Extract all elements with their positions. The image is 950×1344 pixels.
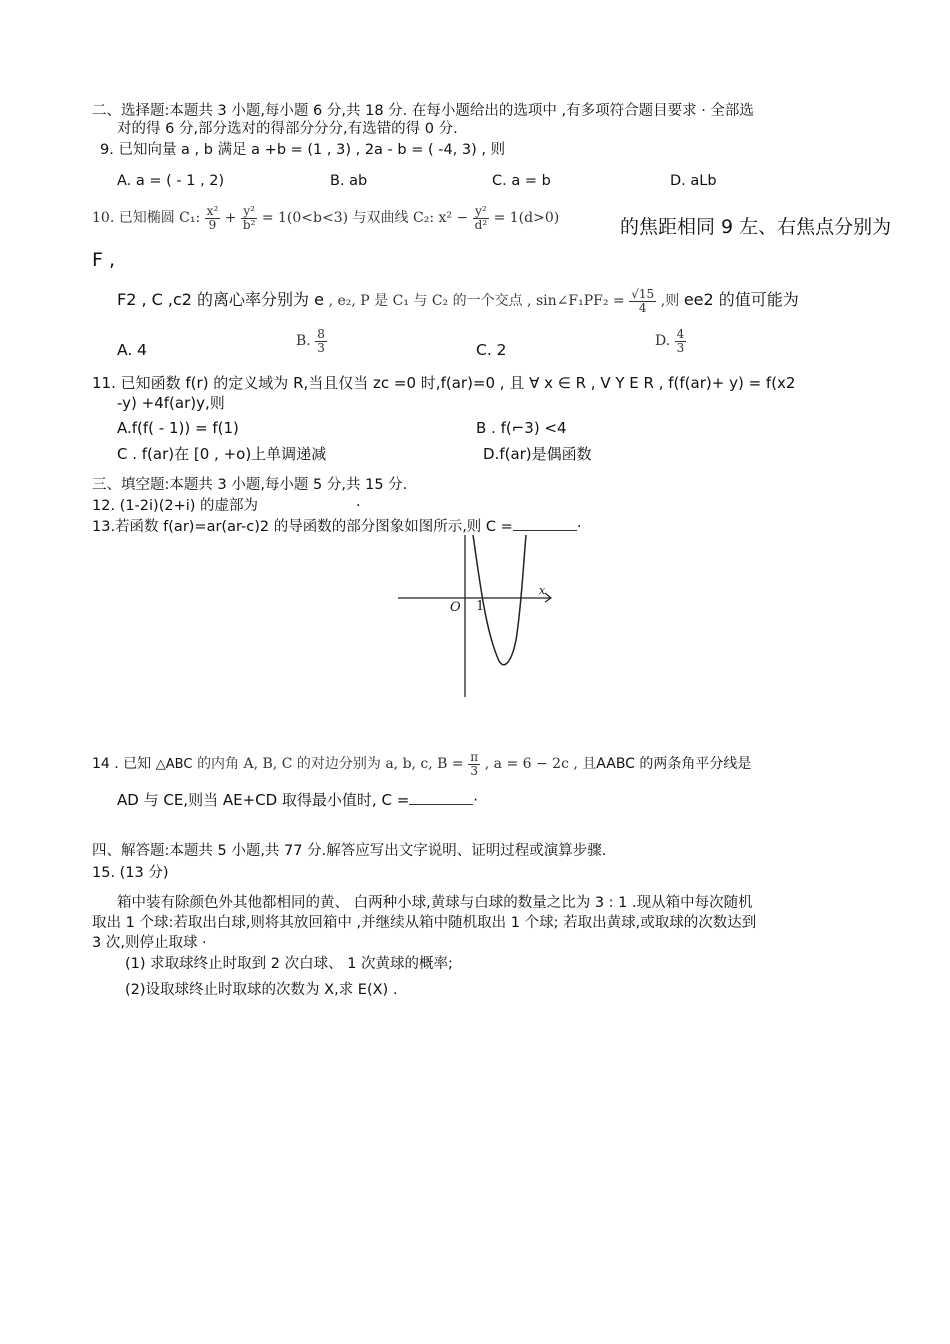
q15-paragraph-line2: 取出 1 个球:若取出白球,则将其放回箱中 ,并继续从箱中随机取出 1 个球; 若取出黄球,或取球的次数达到	[92, 915, 757, 931]
q11-line2: -y) +4f(ar)y,则	[117, 394, 225, 412]
q11-line1: 11. 已知函数 f(r) 的定义域为 R,当且仅当 zc =0 时,f(ar)=0 , 且 ∀ x ∈ R , V Y E R , f(f(ar)+ y) = f(x2	[92, 374, 796, 392]
q9-stem: 9. 已知向量 a , b 满足 a +b = (1 , 3) , 2a - b = ( -4, 3) , 则	[100, 142, 506, 158]
origin-label: O	[450, 600, 461, 615]
q10-frac-sqrt15-4: $\frac{√15}{4}$	[631, 286, 655, 315]
section-4-heading: 四、解答题:本题共 5 小题,共 77 分.解答应写出文字说明、证明过程或演算步骤.	[92, 843, 607, 859]
q9-option-b: B. ab	[330, 173, 368, 189]
q9-option-d: D. aLb	[670, 173, 717, 189]
x-axis-label: x	[539, 584, 546, 597]
q10-frac-y2-b2: $\frac{\text{y²}}{\text{b²}}$	[242, 203, 256, 232]
q15-subquestion-1: (1) 求取球终止时取到 2 次白球、 1 次黄球的概率;	[125, 956, 453, 972]
q13-answer-blank[interactable]	[513, 518, 577, 531]
q10-stem-math: 10. 已知椭圆 C₁: $\frac{\text{x²}}{9}$ + $\frac{\text{y²}}{\text{b²}}$ = 1(0<b<3) 与双曲线 C₂: x² − $\frac{\text{y²}}{\text{d²}}$ = 1(d>0)	[92, 203, 560, 232]
q10-option-d: D. $\frac{4}{3}$	[655, 326, 685, 355]
q10-line2: F ,	[92, 249, 116, 271]
q11-option-c: C . f(ar)在 [0 , +o)上单调递减	[117, 445, 327, 463]
q11-option-a: A.f(f( - 1)) = f(1)	[117, 419, 239, 437]
section-3-heading: 三、填空题:本题共 3 小题,每小题 5 分,共 15 分.	[92, 477, 408, 493]
q10-stem-prefix: 10. 已知椭圆 C₁:	[92, 210, 201, 226]
q11-option-d: D.f(ar)是偶函数	[483, 445, 592, 463]
q10-line3: F2 , C ,c2 的离心率分别为 e , e₂, P 是 C₁ 与 C₂ 的一个交点 , sin∠F₁PF₂ = $\frac{√15}{4}$ ,则 ee2 的值可能为	[117, 286, 799, 315]
q14-frac-pi-3: $\frac{\pi}{3}$	[470, 749, 479, 778]
q14-line2: AD 与 CE,则当 AE+CD 取得最小值时, C = ·	[117, 791, 479, 809]
q14-line1: 14 . 已知 △ABC 的内角 A, B, C 的对边分别为 a, b, c, B = $\frac{\pi}{3}$ , a = 6 − 2c , 且AABC 的两条角平分线是	[92, 749, 752, 778]
q11-option-b: B . f(⌐3) <4	[476, 419, 567, 437]
q9-option-a: A. a = ( - 1 , 2)	[117, 173, 225, 189]
q10-frac-y2-d2: $\frac{\text{y²}}{\text{d²}}$	[474, 203, 488, 232]
q13-text: 13.若函数 f(ar)=ar(ar-c)2 的导函数的部分图象如图所示,则 C = ·	[92, 519, 582, 535]
q12-text: 12. (1-2i)(2+i) 的虚部为	[92, 498, 259, 514]
q10-frac-x2-9: $\frac{\text{x²}}{9}$	[206, 203, 219, 232]
section-2-heading-line2: 对的得 6 分,部分选对的得部分分分,有选错的得 0 分.	[117, 121, 458, 137]
q15-subquestion-2: (2)设取球终止时取球的次数为 X,求 E(X) .	[125, 982, 398, 998]
tick-label-1: 1	[476, 599, 485, 614]
q15-paragraph-line3: 3 次,则停止取球 ·	[92, 935, 207, 951]
q9-option-c: C. a = b	[492, 173, 551, 189]
q15-title: 15. (13 分)	[92, 865, 169, 881]
q15-paragraph-line1: 箱中装有除颜色外其他都相同的黄、 白两种小球,黄球与白球的数量之比为 3 : 1 .现从箱中每次随机	[117, 895, 753, 911]
section-2-heading-line1: 二、选择题:本题共 3 小题,每小题 6 分,共 18 分. 在每小题给出的选项中 ,有多项符合题目要求 · 全部选	[92, 103, 754, 119]
q10-option-c: C. 2	[476, 341, 507, 359]
q10-stem-tail: 的焦距相同 9 左、右焦点分别为	[620, 216, 892, 238]
q12-dot: ·	[356, 498, 361, 514]
q10-option-b: B. $\frac{8}{3}$	[296, 326, 325, 355]
q10-option-a: A. 4	[117, 341, 148, 359]
q13-derivative-graph	[395, 535, 555, 700]
q14-answer-blank[interactable]	[409, 792, 473, 805]
